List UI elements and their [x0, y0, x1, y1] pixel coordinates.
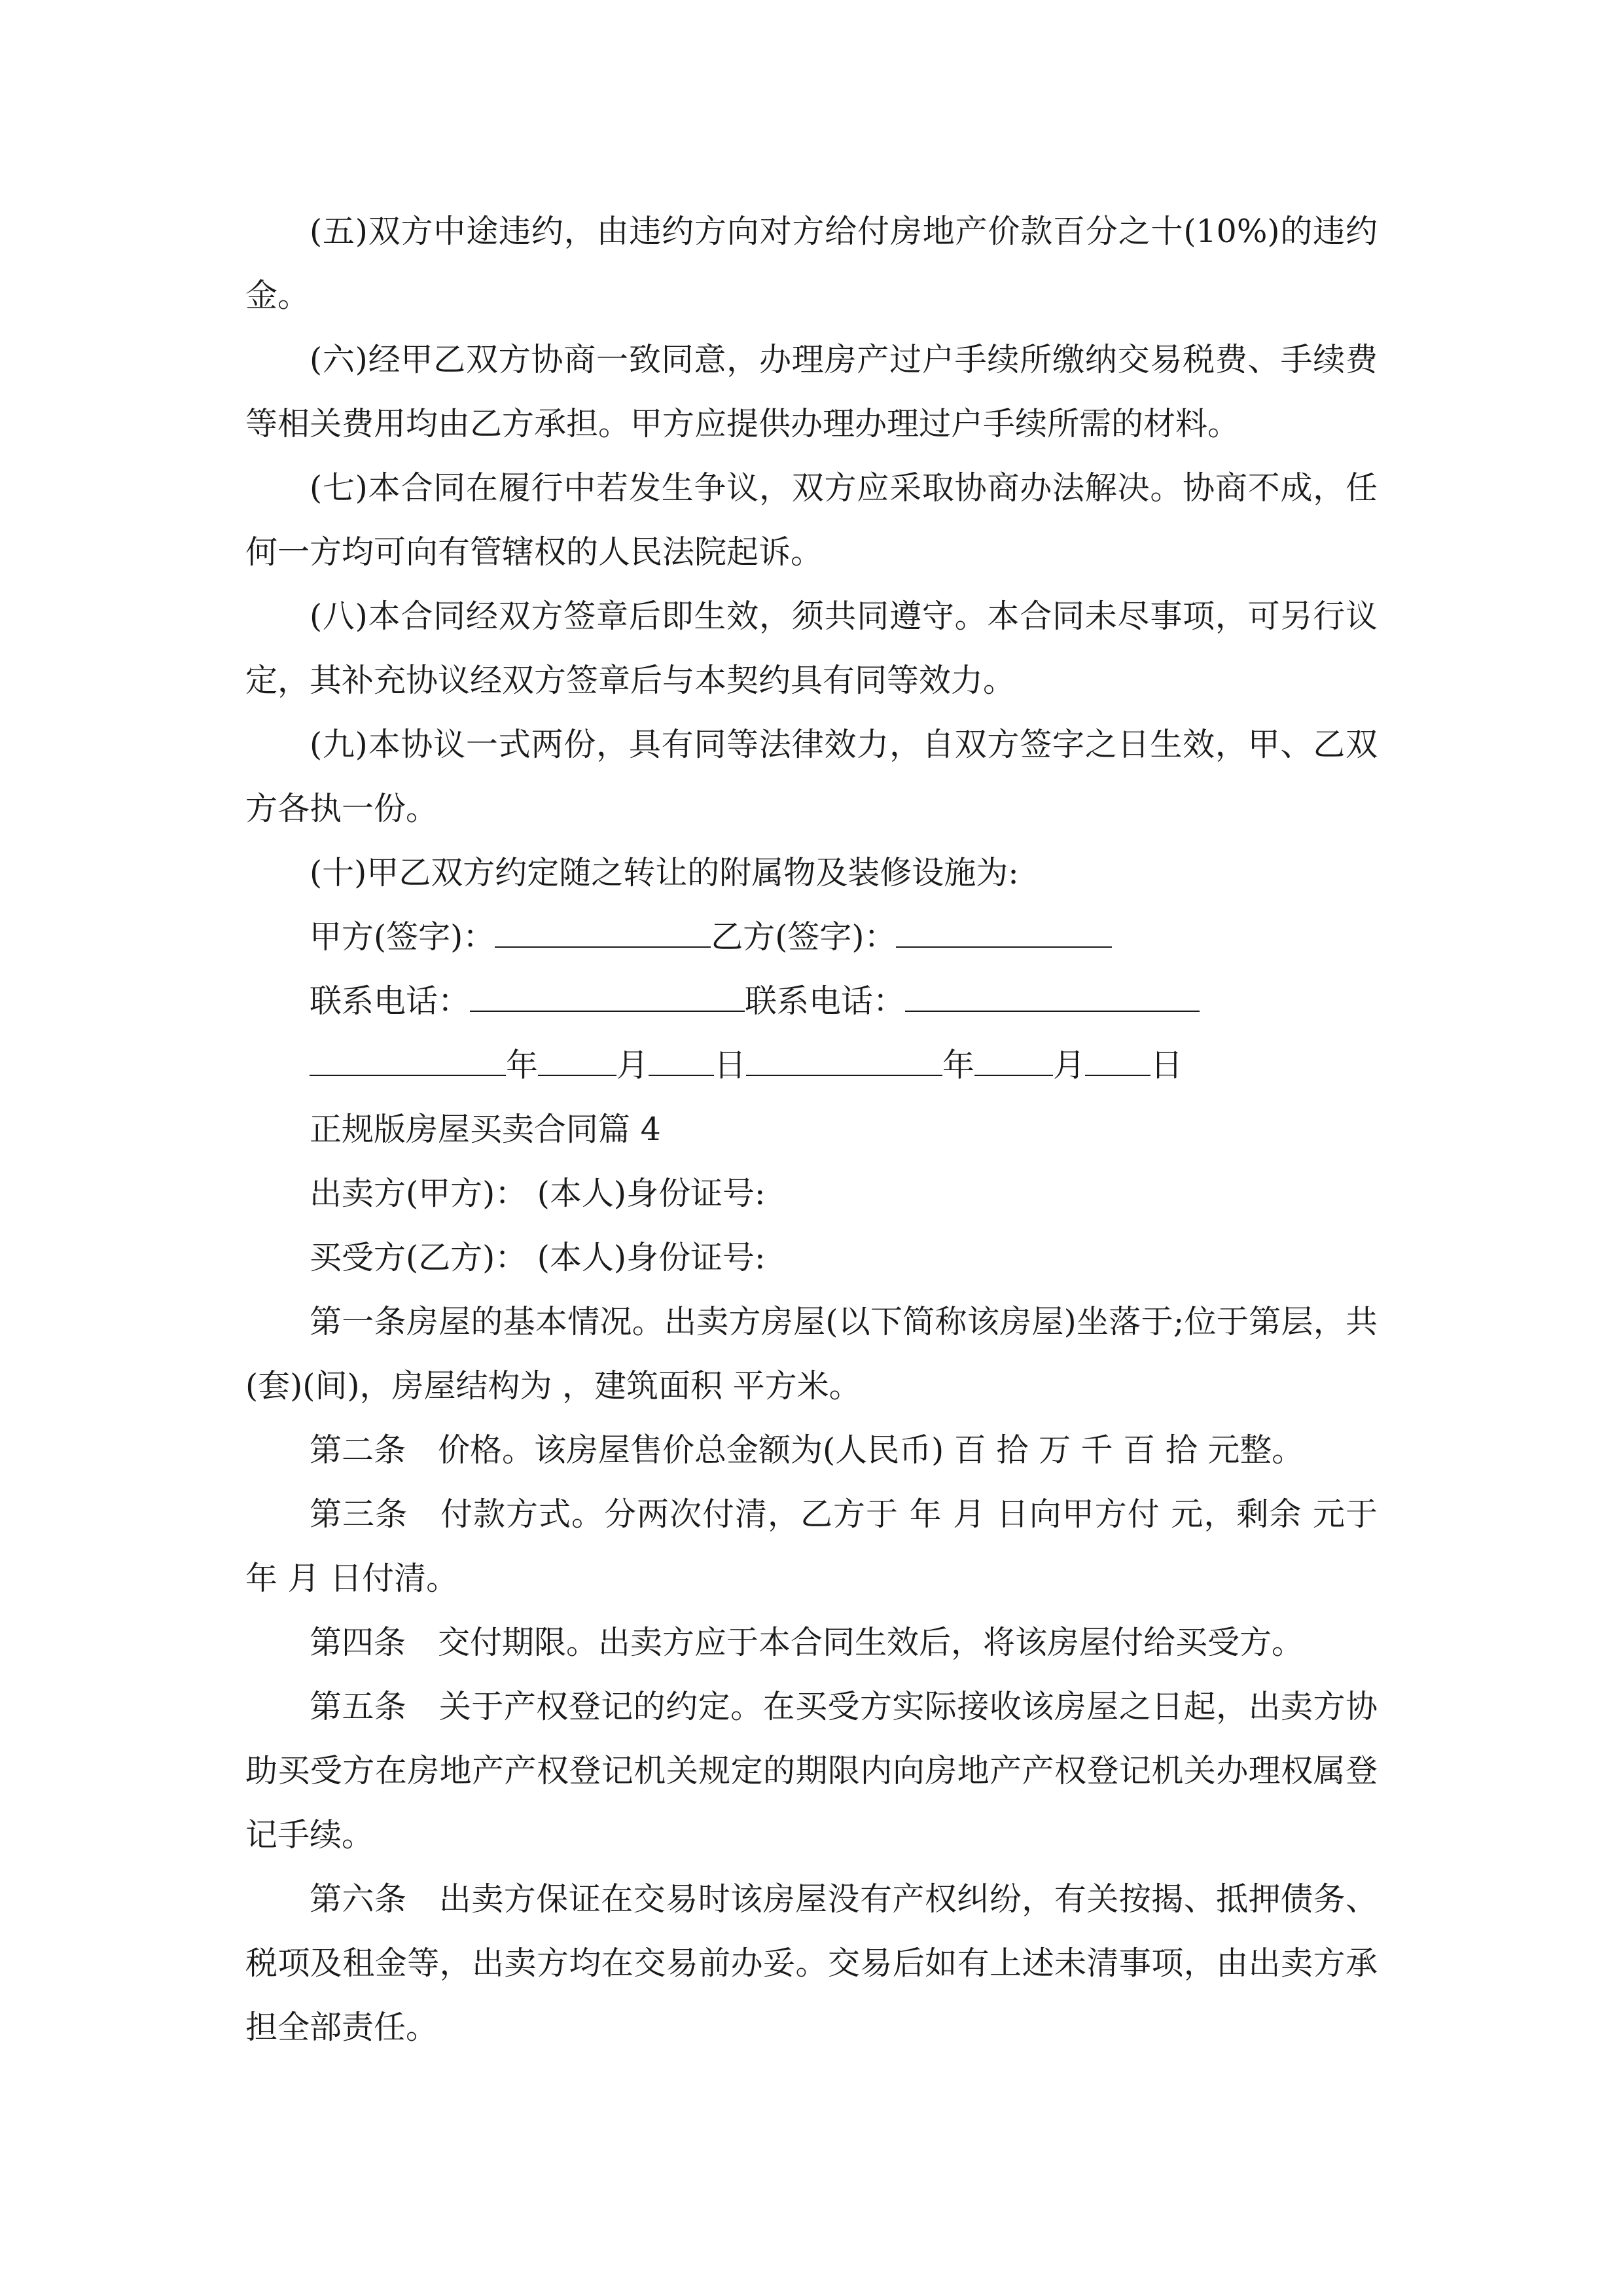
section-title: 正规版房屋买卖合同篇 4	[310, 1111, 661, 1148]
party-b-phone-blank	[905, 973, 1200, 1012]
phone-line	[245, 969, 1378, 1033]
signature-line	[245, 905, 1378, 969]
date-b-year-label: 年	[942, 1047, 975, 1084]
article-6: 第六条 出卖方保证在交易时该房屋没有产权纠纷，有关按揭、抵押债务、税项及租金等，出卖方均在交易前办妥。交易后如有上述未清事项，由出卖方承担全部责任。	[245, 1880, 1378, 2046]
party-a-signature-blank	[495, 908, 711, 948]
article-1: 第一条房屋的基本情况。出卖方房屋(以下简称该房屋)坐落于;位于第层，共 (套)(间)，房屋结构为 ，建筑面积 平方米。	[245, 1303, 1378, 1405]
date-b-month-label: 月	[1053, 1047, 1086, 1084]
party-a-signature-label: 甲方(签字)：	[310, 918, 495, 956]
date-a-month-blank	[538, 1037, 616, 1076]
party-a-phone-label: 联系电话：	[310, 982, 471, 1020]
clause-5: (五)双方中途违约，由违约方向对方给付房地产价款百分之十(10%)的违约金。	[245, 213, 1378, 314]
seller-line: 出卖方(甲方)： (本人)身份证号:	[310, 1175, 766, 1212]
date-line	[245, 1033, 1378, 1098]
date-b-month-blank	[974, 1037, 1053, 1076]
date-b-day-blank	[1085, 1037, 1150, 1076]
article-4: 第四条 交付期限。出卖方应于本合同生效后，将该房屋付给买受方。	[310, 1624, 1304, 1661]
date-a-month-label: 月	[616, 1047, 649, 1084]
date-a-day-label: 日	[714, 1047, 747, 1084]
article-2: 第二条 价格。该房屋售价总金额为(人民币) 百 拾 万 千 百 拾 元整。	[310, 1431, 1304, 1469]
date-a-year-blank	[310, 1037, 506, 1076]
party-b-signature-label: 乙方(签字)：	[711, 918, 897, 956]
article-5: 第五条 关于产权登记的约定。在买受方实际接收该房屋之日起，出卖方协助买受方在房地产产权登记机关规定的期限内向房地产产权登记机关办理权属登记手续。	[245, 1688, 1378, 1854]
party-a-phone-blank	[470, 973, 745, 1012]
party-b-signature-blank	[896, 908, 1112, 948]
clause-9: (九)本协议一式两份，具有同等法律效力，自双方签字之日生效，甲、乙双方各执一份。	[245, 726, 1378, 827]
date-a-day-blank	[649, 1037, 714, 1076]
article-3: 第三条 付款方式。分两次付清，乙方于 年 月 日向甲方付 元，剩余 元于 年 月 日付清。	[245, 1496, 1378, 1597]
clause-10: (十)甲乙双方约定随之转让的附属物及装修设施为:	[310, 854, 1019, 891]
clause-8: (八)本合同经双方签章后即生效，须共同遵守。本合同未尽事项，可另行议定，其补充协议经双方签章后与本契约具有同等效力。	[245, 598, 1378, 699]
party-b-phone-label: 联系电话：	[745, 982, 906, 1020]
date-a-year-label: 年	[506, 1047, 539, 1084]
document-body	[245, 200, 1378, 2060]
buyer-line: 买受方(乙方)： (本人)身份证号:	[310, 1239, 766, 1276]
clause-6: (六)经甲乙双方协商一致同意，办理房产过户手续所缴纳交易税费、手续费等相关费用均由乙方承担。甲方应提供办理办理过户手续所需的材料。	[245, 341, 1378, 442]
date-b-year-blank	[746, 1037, 942, 1076]
date-b-day-label: 日	[1150, 1047, 1183, 1084]
clause-7: (七)本合同在履行中若发生争议，双方应采取协商办法解决。协商不成，任何一方均可向有管辖权的人民法院起诉。	[245, 469, 1378, 571]
